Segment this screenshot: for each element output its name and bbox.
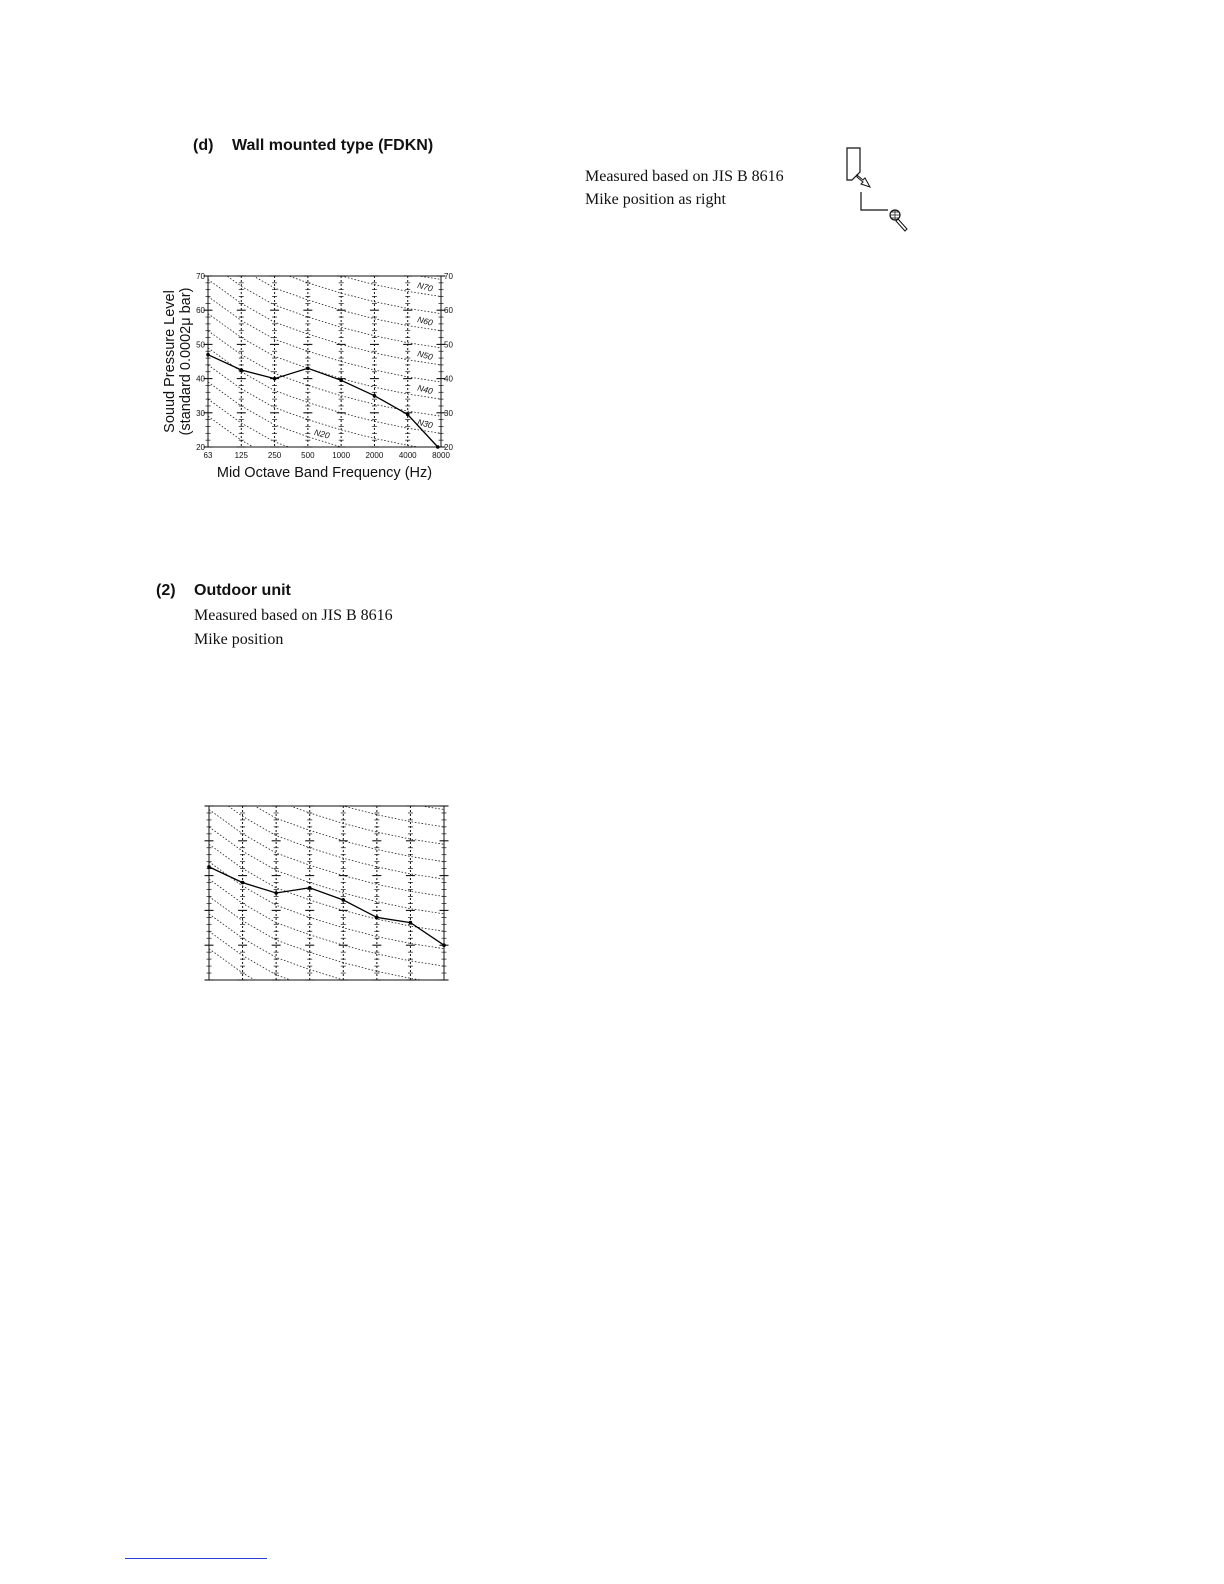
y-tick-label: 40 — [196, 374, 205, 384]
nc-curve — [209, 757, 444, 844]
nc-curve — [208, 194, 441, 280]
data-point — [207, 865, 211, 869]
y-tick-label: 60 — [196, 306, 205, 316]
series-line — [209, 867, 444, 945]
y-tick-label-right: 70 — [444, 272, 453, 281]
measurement-line — [861, 192, 888, 210]
microphone-icon — [890, 210, 907, 231]
y-tick-label: 20 — [196, 443, 205, 452]
x-tick-label: 1000 — [332, 451, 351, 460]
nc-curve — [208, 314, 441, 400]
nc-curve — [208, 245, 441, 331]
nc-curve — [208, 297, 441, 383]
data-point — [409, 921, 413, 925]
nc-curve-label: N50 — [416, 348, 434, 363]
data-point — [239, 368, 243, 372]
nc-curve — [208, 348, 441, 434]
nc-curve — [209, 723, 444, 810]
y-tick-label-right: 60 — [444, 306, 453, 316]
nc-curve — [208, 279, 441, 365]
y-tick-label-right: 30 — [444, 408, 453, 418]
x-tick-label: 8000 — [432, 451, 450, 460]
section-d-title: Wall mounted type (FDKN) — [232, 137, 434, 154]
nc-curve-label: N60 — [416, 314, 434, 328]
y-tick-label: 70 — [196, 272, 205, 281]
data-point — [308, 886, 312, 890]
x-tick-label: 125 — [234, 451, 248, 460]
plot-frame — [208, 276, 441, 447]
data-point — [273, 377, 277, 381]
section-2-note-line1: Measured based on JIS B 8616 — [194, 607, 393, 624]
section-d-number: (d) — [193, 137, 214, 154]
footnote-separator — [125, 1558, 267, 1559]
x-tick-label: 500 — [301, 451, 315, 460]
section-d-note-line1: Measured based on JIS B 8616 — [585, 168, 784, 185]
x-axis-label: Mid Octave Band Frequency (Hz) — [216, 465, 433, 481]
nc-curve — [209, 740, 444, 827]
y-tick-label-right: 40 — [444, 374, 453, 384]
nc-curve-label: N20 — [313, 426, 331, 441]
data-point — [306, 367, 310, 371]
data-point — [341, 898, 345, 902]
x-tick-label: 2000 — [365, 451, 384, 460]
data-point — [206, 353, 210, 357]
y-tick-label-right: 20 — [444, 443, 453, 452]
sound-pressure-chart-outdoor-unit — [205, 800, 455, 985]
y-tick-label: 50 — [196, 340, 205, 350]
nc-curve — [208, 331, 441, 417]
nc-curve — [209, 949, 444, 1036]
nc-curve-label: N70 — [416, 279, 434, 294]
nc-curve — [209, 705, 444, 792]
x-tick-label: 250 — [267, 451, 282, 460]
data-point — [339, 379, 343, 383]
nc-curve — [208, 228, 441, 314]
data-point — [375, 916, 379, 920]
nc-curve — [208, 177, 441, 263]
y-axis-label: Souud Pressure Level — [162, 290, 178, 433]
x-tick-label: 4000 — [398, 451, 417, 460]
data-point — [436, 445, 440, 449]
section-d-note-line2: Mike position as right — [585, 191, 726, 208]
airflow-arrow-icon — [857, 175, 870, 187]
unit-outline-icon — [847, 148, 860, 180]
section-2-note-line2: Mike position — [194, 631, 284, 648]
nc-curve-label: N30 — [416, 416, 434, 431]
section-2-title: Outdoor unit — [194, 582, 291, 599]
x-tick-label: 63 — [203, 451, 213, 460]
data-point — [241, 881, 245, 885]
sound-pressure-chart-wall-mounted — [155, 265, 475, 495]
data-point — [373, 394, 377, 398]
nc-curve-label: N40 — [416, 382, 434, 397]
data-point — [442, 943, 446, 947]
data-point — [274, 891, 278, 895]
nc-curve — [208, 262, 441, 348]
mike-position-diagram — [840, 142, 920, 232]
plot-frame — [209, 806, 444, 980]
nc-curve — [208, 211, 441, 297]
y-axis-label-units: (standard 0.0002μ bar) — [178, 287, 194, 436]
data-point — [406, 413, 410, 417]
section-2-number: (2) — [156, 582, 176, 599]
y-tick-label-right: 50 — [444, 340, 453, 350]
y-tick-label: 30 — [196, 408, 205, 418]
